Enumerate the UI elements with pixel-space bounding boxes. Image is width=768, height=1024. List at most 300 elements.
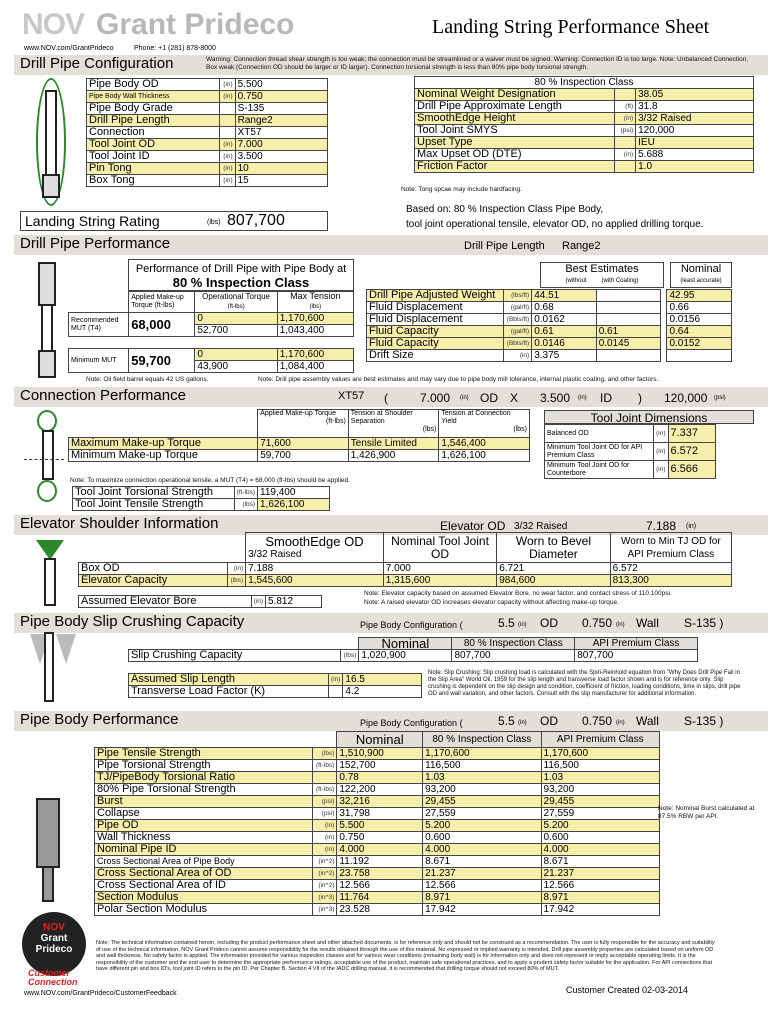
elevator-pipe: [44, 558, 56, 606]
badge-connection: Connection: [28, 977, 78, 987]
pbp-value: 8.671: [541, 856, 659, 868]
section-pipe-body-performance: Pipe Body Performance Pipe Body Configuration ( 5.5 (in) OD 0.750 (in) Wall S-135 ): [14, 711, 768, 731]
elev-h-1: Worn to Bevel Diameter: [497, 533, 610, 563]
elev-row: [79, 575, 732, 587]
grant-prideco-logo: Grant Prideco: [96, 8, 295, 41]
estimate-label: Drill Pipe Adjusted Weight: [367, 290, 504, 302]
pbp-row: [95, 868, 660, 880]
config-right-label: Max Upset OD (DTE): [415, 149, 615, 161]
pbp-label: Wall Thickness: [95, 832, 313, 844]
pbp-value: 23.528: [337, 904, 423, 916]
k-label: Transverse Load Factor (K): [129, 686, 329, 698]
tong-note: Note: Tong spcae may include hardfacing.: [401, 186, 522, 193]
pbp-row: [95, 844, 660, 856]
conn-blank: [69, 410, 258, 438]
config-right-unit: [615, 137, 636, 149]
pbp-value: 152,700: [337, 760, 423, 772]
pbp-label: Pipe Tensile Strength: [95, 748, 313, 760]
estimate-nominal: 42.95: [667, 290, 732, 302]
pbp-label: Cross Sectional Area of Pipe Body: [95, 856, 313, 868]
pbp-value: 11.192: [337, 856, 423, 868]
slip-h-80: 80 % Inspection Class: [452, 638, 575, 650]
pbp-row: [95, 892, 660, 904]
rec-mut-value: 68,000: [129, 313, 195, 337]
pbp-value: 27,559: [423, 808, 541, 820]
pbp-value: 116,500: [423, 760, 541, 772]
created-date: Customer Created 02-03-2014: [566, 985, 689, 995]
config-left-label: Pin Tong: [87, 163, 220, 175]
config-left-value: XT57: [235, 127, 327, 139]
badge-customer: Customer: [28, 968, 71, 978]
config-left-value: S-135: [235, 103, 327, 115]
tjd-unit: (in): [654, 425, 668, 443]
pbp-h-1: 80 % Inspection Class: [423, 732, 541, 748]
tjd-row: [545, 425, 716, 443]
pbp-unit: (in^2): [313, 868, 337, 880]
config-left-unit: (in): [220, 91, 235, 103]
pbp-row: [95, 772, 660, 784]
connection-graphic-bottom: [37, 480, 57, 502]
elev-note-1: Note: Elevator capacity based on assumed Elevator Bore, no wear factor, and contact stress of 110,100psi.: [364, 590, 672, 597]
conn-value: Tensile Limited: [348, 438, 439, 450]
pbp-row: [95, 784, 660, 796]
config-right-unit: (ft): [615, 101, 636, 113]
config-left-row: [87, 127, 328, 139]
config-left-row: [87, 151, 328, 163]
pipe-body-table: [94, 731, 660, 916]
section-elevator-shoulder: Elevator Shoulder Information Elevator OD 3/32 Raised 7.188 (in): [14, 515, 768, 535]
pbp-value: 1,170,600: [423, 748, 541, 760]
mut-table: [68, 291, 354, 373]
drill-pipe-tool-joint: [42, 174, 60, 198]
pbp-unit: (in^2): [313, 880, 337, 892]
config-left-label: Drill Pipe Length: [87, 115, 220, 127]
bore-label: Assumed Elevator Bore: [79, 596, 252, 608]
pbp-row: [95, 832, 660, 844]
estimate-label: Fluid Displacement: [367, 302, 504, 314]
tjd-unit: (in): [654, 443, 668, 461]
slip-len-label: Assumed Slip Length: [129, 674, 329, 686]
pbp-unit: (in): [313, 844, 337, 856]
crush-api: 807,700: [575, 650, 698, 662]
elev-value: 1,545,600: [246, 575, 384, 587]
config-right-value: IEU: [636, 137, 754, 149]
estimate-row: [367, 326, 732, 338]
tjd-title: Tool Joint Dimensions: [544, 410, 754, 424]
tjd-label: Balanced OD: [545, 425, 654, 443]
pbp-label: TJ/PipeBody Torsional Ratio: [95, 772, 313, 784]
pbp-row: [95, 748, 660, 760]
min-op-0: 0: [195, 349, 277, 361]
conn-header-1: Tension at Shoulder Separation (lbs): [348, 410, 439, 438]
conn-header-0: Applied Make-up Torque (ft-lbs): [258, 410, 349, 438]
pbp-blank: [95, 732, 313, 748]
tj-strength-table: [72, 486, 330, 511]
connection-graphic: [42, 430, 54, 480]
estimate-nominal: 0.0152: [667, 338, 732, 350]
estimate-label: Fluid Capacity: [367, 326, 504, 338]
estimate-row: [367, 338, 732, 350]
config-left-row: [87, 163, 328, 175]
config-right-unit: (psi): [615, 125, 636, 137]
elev-bore-table: [78, 595, 322, 608]
pbp-value: 1,170,600: [541, 748, 659, 760]
bore-unit: (in): [251, 596, 265, 608]
estimate-without: 0.61: [532, 326, 597, 338]
slip-length-table: [128, 673, 422, 698]
elevator-graphic: [36, 540, 64, 560]
conn-label: Maximum Make-up Torque: [69, 438, 258, 450]
slip-note: Note: Slip Crushing: Slip crushing load is calculated with the Spiri-Reinhold equation from "Why Does Drill Pipe Fail in the Slip Area" World Oil, 1959 for the slip length and transverse load factor shown and is for reference only. Slip crushing is dependent on the slip design and condition, coefficient of friction, loading conditions, time in slips, drill pipe OD and wall variation, and other factors. Consult with the slip manufacturer for additional information.: [428, 670, 741, 697]
conn-label: Minimum Make-up Torque: [69, 450, 258, 462]
pbp-value: 4.000: [423, 844, 541, 856]
estimate-with: 0.0145: [596, 338, 661, 350]
pbp-unit: (in): [313, 820, 337, 832]
pbp-value: 93,200: [541, 784, 659, 796]
pbp-value: 5.500: [337, 820, 423, 832]
tjd-value: 7.337: [668, 425, 716, 443]
landing-string-rating: Landing String Rating (lbs) 807,700: [20, 211, 328, 231]
pbp-value: 1.03: [541, 772, 659, 784]
tjd-table: [544, 424, 716, 479]
config-right-value: 31.8: [636, 101, 754, 113]
dp-perf-pipe-joint: [38, 350, 56, 378]
slip-table: [128, 637, 698, 662]
config-left-label: Box Tong: [87, 175, 220, 187]
slip-len-value: 16.5: [343, 674, 422, 686]
pbp-unit: (in^2): [313, 856, 337, 868]
section-drill-pipe-config: Drill Pipe Configuration: [14, 55, 768, 75]
pbp-value: 4.000: [541, 844, 659, 856]
config-right-unit: (in): [615, 113, 636, 125]
config-right-label: Tool Joint SMYS: [415, 125, 615, 137]
config-left-value: 3.500: [235, 151, 327, 163]
config-left-label: Connection: [87, 127, 220, 139]
estimate-without: 44.51: [532, 290, 597, 302]
pbp-value: 17.942: [541, 904, 659, 916]
nov-logo: NOV: [22, 8, 85, 41]
config-left-unit: (in): [220, 163, 235, 175]
pbp-value: 0.600: [423, 832, 541, 844]
elev-value: 6.721: [497, 563, 610, 575]
pbp-value: 0.600: [541, 832, 659, 844]
estimate-with: [596, 314, 661, 326]
config-left-value: 5.500: [235, 79, 327, 91]
estimate-with: [596, 350, 661, 362]
pbp-h-2: API Premium Class: [541, 732, 659, 748]
min-mut-label: Minimum MUT: [69, 349, 129, 373]
elev-unit: (in): [228, 563, 246, 575]
elev-blank: [79, 533, 228, 563]
pbp-unit: (ft-lbs): [313, 760, 337, 772]
config-left-value: 10: [235, 163, 327, 175]
config-left-value: 15: [235, 175, 327, 187]
connection-table: [68, 409, 530, 462]
conn-value: 71,600: [258, 438, 349, 450]
pbp-row: [95, 904, 660, 916]
config-left-label: Pipe Body OD: [87, 79, 220, 91]
pbp-value: 31,798: [337, 808, 423, 820]
elevator-table: [78, 532, 732, 587]
conn-value: 59,700: [258, 450, 349, 462]
slip-graphic-right: [56, 634, 76, 664]
rec-mut-label: Recommended MUT (T4): [69, 313, 129, 337]
section-slip-crushing: Pipe Body Slip Crushing Capacity Pipe Body Configuration ( 5.5 (in) OD 0.750 (in) Wall S-135 ): [14, 613, 768, 633]
pbp-value: 0.78: [337, 772, 423, 784]
config-right-label: SmoothEdge Height: [415, 113, 615, 125]
config-right-label: Upset Type: [415, 137, 615, 149]
tors-unit: (ft-lbs): [234, 487, 257, 499]
config-left-value: 0.750: [235, 91, 327, 103]
estimate-unit: (Bbls/ft): [503, 338, 532, 350]
feedback-link[interactable]: www.NOV.com/GrantPrideco/CustomerFeedback: [24, 990, 177, 997]
pbp-value: 1,510,900: [337, 748, 423, 760]
pbp-row: [95, 808, 660, 820]
pbp-value: 21.237: [423, 868, 541, 880]
config-right-row: [415, 101, 754, 113]
based-on-1: Based on: 80 % Inspection Class Pipe Body,: [406, 204, 604, 215]
estimate-label: Fluid Capacity: [367, 338, 504, 350]
elev-value: 6.572: [610, 563, 731, 575]
pbp-unit: (psi): [313, 796, 337, 808]
config-right-value: 5.688: [636, 149, 754, 161]
tjd-value: 6.566: [668, 461, 716, 479]
estimate-row: [367, 350, 732, 362]
pbp-pipe-body: [42, 866, 54, 902]
config-left-unit: [220, 103, 235, 115]
pbp-row: [95, 820, 660, 832]
tjd-row: [545, 443, 716, 461]
pbp-value: 17.942: [423, 904, 541, 916]
pbp-label: Burst: [95, 796, 313, 808]
estimate-row: [367, 314, 732, 326]
elev-value: 984,600: [497, 575, 610, 587]
pbp-label: Pipe Torsional Strength: [95, 760, 313, 772]
pbp-label: Cross Sectional Area of ID: [95, 880, 313, 892]
connection-dash: [24, 459, 64, 460]
pbp-value: 5.200: [423, 820, 541, 832]
tjd-value: 6.572: [668, 443, 716, 461]
best-estimates-header: Best Estimates (without (with Coating): [540, 262, 664, 288]
config-right-unit: (in): [615, 149, 636, 161]
estimate-with: [596, 302, 661, 314]
pbp-label: Nominal Pipe ID: [95, 844, 313, 856]
config-right-label: Drill Pipe Approximate Length: [415, 101, 615, 113]
pbp-value: 21.237: [541, 868, 659, 880]
config-left-value: 7.000: [235, 139, 327, 151]
pbp-row: [95, 796, 660, 808]
pbp-value: 8.971: [423, 892, 541, 904]
pbp-unit: [313, 772, 337, 784]
pbp-label: Polar Section Modulus: [95, 904, 313, 916]
config-left-label: Tool Joint ID: [87, 151, 220, 163]
col-applied: Applied Make-up Torque (ft-lbs): [129, 292, 195, 313]
pbp-value: 29,455: [541, 796, 659, 808]
slip-pipe: [44, 632, 54, 702]
estimate-without: 3.375: [532, 350, 597, 362]
pbp-unit: (lbs): [313, 748, 337, 760]
estimate-label: Drift Size: [367, 350, 504, 362]
pbp-value: 93,200: [423, 784, 541, 796]
k-value: 4.2: [343, 686, 422, 698]
conn-header-2: Tension at Connection Yield (lbs): [439, 410, 530, 438]
nominal-header: Nominal (least accurate): [670, 262, 732, 288]
assembly-note: Note: Drill pipe assembly values are best estimates and may vary due to pipe body mill tolerance, internal plastic coating, and other factors.: [258, 376, 659, 383]
conn-value: 1,626,100: [439, 450, 530, 462]
conn-value: 1,546,400: [439, 438, 530, 450]
config-left-unit: [220, 115, 235, 127]
rec-op-1: 52,700: [195, 325, 277, 337]
config-right-value: 38.05: [636, 89, 754, 101]
pbp-row: [95, 856, 660, 868]
config-left-label: Pipe Body Grade: [87, 103, 220, 115]
perf-title-box: Performance of Drill Pipe with Pipe Body at 80 % Inspection Class: [128, 259, 354, 291]
bore-value: 5.812: [266, 596, 322, 608]
min-max-1: 1,084,400: [277, 361, 353, 373]
config-right-value: 120,000: [636, 125, 754, 137]
elev-value: 7.188: [246, 563, 384, 575]
elev-h-2: Worn to Min TJ OD for API Premium Class: [610, 533, 731, 563]
elev-value: 7.000: [383, 563, 496, 575]
config-right-row: [415, 113, 754, 125]
estimate-without: 0.0146: [532, 338, 597, 350]
pbp-value: 23.758: [337, 868, 423, 880]
barrel-note: Note: Oil field barrel equals 42 US gallons.: [86, 376, 209, 383]
dp-perf-pipe-graphic: [38, 262, 56, 306]
pbp-value: 12.566: [337, 880, 423, 892]
lsr-value: 807,700: [227, 212, 285, 229]
config-left-label: Pipe Body Wall Thickness: [87, 91, 220, 103]
pbp-value: 8.671: [423, 856, 541, 868]
config-right-header: 80 % Inspection Class: [415, 77, 754, 89]
elev-h-smoothedge: SmoothEdge OD 3/32 Raised: [246, 533, 384, 563]
elev-value: 813,300: [610, 575, 731, 587]
config-left-unit: (in): [220, 139, 235, 151]
min-max-0: 1,170,600: [277, 349, 353, 361]
config-left-row: [87, 139, 328, 151]
pbp-value: 122,200: [337, 784, 423, 796]
pbp-value: 8.971: [541, 892, 659, 904]
col-op: Operational Torque (ft-lbs): [195, 292, 277, 313]
estimate-nominal: 0.0156: [667, 314, 732, 326]
estimate-unit: (Bbls/ft): [503, 314, 532, 326]
slip-len-unit: (in): [329, 674, 343, 686]
pbp-value: 29,455: [423, 796, 541, 808]
dp-perf-pipe-body: [41, 304, 53, 352]
config-right-row: [415, 149, 754, 161]
config-right-value: 3/32 Raised: [636, 113, 754, 125]
pbp-unit: (in): [313, 832, 337, 844]
tjd-unit: (in): [654, 461, 668, 479]
estimate-without: 0.68: [532, 302, 597, 314]
config-left-table: [86, 78, 328, 187]
tjd-row: [545, 461, 716, 479]
pbp-value: 4.000: [337, 844, 423, 856]
section-connection-performance: Connection Performance XT57 ( 7.000 (in) OD X 3.500 (in) ID ) 120,000 (psi): [14, 387, 768, 407]
estimate-nominal: 0.66: [667, 302, 732, 314]
tors-value: 119,400: [258, 487, 330, 499]
tjd-label: Minimum Tool Joint OD for API Premium Class: [545, 443, 654, 461]
conn-row: [69, 450, 530, 462]
config-left-row: [87, 79, 328, 91]
header-phone: Phone: +1 (281) 878-8000: [134, 45, 216, 52]
min-mut-value: 59,700: [129, 349, 195, 373]
pbp-label: Section Modulus: [95, 892, 313, 904]
pbp-value: 27,559: [541, 808, 659, 820]
estimate-with: [596, 290, 661, 302]
elev-label: Elevator Capacity: [79, 575, 228, 587]
config-right-label: Nominal Weight Designation: [415, 89, 615, 101]
pbp-row: [95, 880, 660, 892]
config-right-label: Friction Factor: [415, 161, 615, 173]
slip-h-nominal: Nominal: [359, 638, 452, 650]
pbp-value: 5.200: [541, 820, 659, 832]
rec-max-0: 1,170,600: [277, 313, 353, 325]
section-drill-pipe-performance: Drill Pipe Performance Drill Pipe Length Range2: [14, 235, 768, 255]
pbp-label: 80% Pipe Torsional Strength: [95, 784, 313, 796]
connection-graphic-top: [37, 410, 57, 432]
elev-unit: (lbs): [228, 575, 246, 587]
estimate-nominal: [667, 350, 732, 362]
estimate-row: [367, 302, 732, 314]
config-left-unit: (in): [220, 79, 235, 91]
crush-nominal: 1,020,900: [359, 650, 452, 662]
config-right-value: 1.0: [636, 161, 754, 173]
pbp-value: 1.03: [423, 772, 541, 784]
pbp-row: [95, 760, 660, 772]
crush-label: Slip Crushing Capacity: [129, 650, 341, 662]
elev-row: [79, 563, 732, 575]
disclaimer: Note: The technical information contained herein, including the product performance sheet and other attached documents, is for reference only and should not be construed as a recommendation. The user is fully responsible for the accuracy and suitability of use of the technical information. NOV Grant Prideco cannot assume responsibility for the results obtained through the use of this material. No expressed or implied warranty is intended. Drill pipe assembly properties are calculated based on uniform OD and wall thickness. No safety factor is applied. The information provided for various inspection classes and for various wear conditions (remaining body wall) is for information only and does not represent or imply acceptable operating limits. It is the responsibility of the customer and the end user to determine the appropriate performance ratings, acceptable use of the product, maintain safe operational practices, and to apply a prudent safety factor suitable for the application. For API connections that have different pin and box ID's, tool joint ID refers to the pin ID. Per Chapter B, Section 4 VII of the IADC drilling manual, it is recommended that drilling torque should not exceed 80% of MUT.: [96, 940, 715, 972]
min-op-1: 43,900: [195, 361, 277, 373]
estimate-with: 0.61: [596, 326, 661, 338]
crush-unit: (lbs): [340, 650, 359, 662]
tens-unit: (lbs): [234, 499, 257, 511]
header-web: www.NOV.com/GrantPrideco: [24, 45, 114, 52]
config-right-row: [415, 89, 754, 101]
estimate-unit: (gal/ft): [503, 326, 532, 338]
rec-op-0: 0: [195, 313, 277, 325]
config-warning: Warning: Connection thread shear strength is too weak; the connection must be streamlined or a waiver must be signed. Warning: Connection ID is too large. Note: Unbalanced Connection, Box weak (Connection OD should be larger or ID larger). Connection torsional strength is less than 80% pipe body torsional strength.: [206, 56, 749, 71]
based-on-2: tool joint operational tensile, elevator OD, no applied drilling torque.: [406, 219, 704, 230]
config-left-label: Tool Joint OD: [87, 139, 220, 151]
tens-label: Tool Joint Tensile Strength: [73, 499, 235, 511]
estimates-table: [366, 289, 732, 362]
config-left-row: [87, 103, 328, 115]
pbp-label: Cross Sectional Area of OD: [95, 868, 313, 880]
pbp-blank2: [313, 732, 337, 748]
elev-value: 1,315,600: [383, 575, 496, 587]
config-right-row: [415, 161, 754, 173]
config-right-unit: [615, 89, 636, 101]
pbp-value: 0.750: [337, 832, 423, 844]
pbp-unit: (in^3): [313, 892, 337, 904]
elev-h-0: Nominal Tool Joint OD: [383, 533, 496, 563]
elev-blank2: [228, 533, 246, 563]
rec-max-1: 1,043,400: [277, 325, 353, 337]
pbp-value: 32,216: [337, 796, 423, 808]
pbp-value: 12.566: [541, 880, 659, 892]
config-left-unit: (in): [220, 151, 235, 163]
conn-note: Note: To maximize connection operational tensile, a MUT (T4) = 68,000 (ft-lbs) should be applied.: [70, 477, 350, 484]
config-right-table: [414, 76, 754, 173]
estimate-row: [367, 290, 732, 302]
estimate-unit: (in): [503, 350, 532, 362]
pbp-unit: (in^3): [313, 904, 337, 916]
config-left-row: [87, 115, 328, 127]
tens-value: 1,626,100: [258, 499, 330, 511]
customer-connection-badge[interactable]: NOV Grant Prideco: [22, 912, 86, 976]
